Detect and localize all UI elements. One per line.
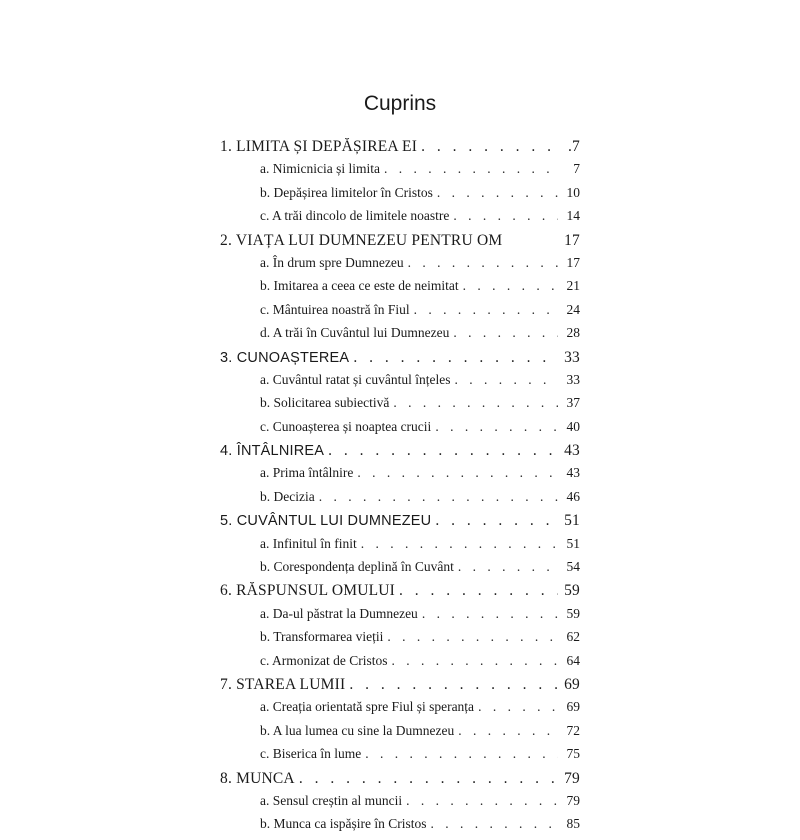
dot-leader xyxy=(422,606,558,622)
page-number: 10 xyxy=(558,185,580,201)
dot-leader xyxy=(406,793,558,809)
toc-section-row[interactable] xyxy=(220,746,580,769)
dot-leader xyxy=(454,372,558,388)
toc-chapter-row[interactable] xyxy=(220,349,580,372)
page-number: .7 xyxy=(558,138,580,156)
section-title: d. A trăi în Cuvântul lui Dumnezeu xyxy=(260,325,453,341)
toc-section-row[interactable] xyxy=(220,325,580,348)
toc-section-row[interactable] xyxy=(220,816,580,839)
section-title: b. Munca ca ispășire în Cristos xyxy=(260,816,430,832)
dot-leader xyxy=(458,559,558,575)
chapter-title: 6. RĂSPUNSUL OMULUI xyxy=(220,582,399,600)
toc-section-row[interactable] xyxy=(220,208,580,231)
page-number: 69 xyxy=(558,699,580,715)
dot-leader xyxy=(458,723,558,739)
page-number: 43 xyxy=(558,442,580,460)
dot-leader xyxy=(319,489,558,505)
dot-leader xyxy=(435,512,558,530)
toc-section-row[interactable] xyxy=(220,793,580,816)
dot-leader xyxy=(384,161,558,177)
toc-chapter-row[interactable] xyxy=(220,232,580,255)
section-title: c. Armonizat de Cristos xyxy=(260,653,391,669)
page-number: 33 xyxy=(558,349,580,367)
section-title: b. Depășirea limitelor în Cristos xyxy=(260,185,437,201)
chapter-title: 1. LIMITA ȘI DEPĂȘIREA EI xyxy=(220,138,421,156)
chapter-title: 4. ÎNTÂLNIREA xyxy=(220,443,328,459)
page-number: 37 xyxy=(558,395,580,411)
section-title: b. Corespondența deplină în Cuvânt xyxy=(260,559,458,575)
dot-leader xyxy=(399,582,558,600)
toc-section-row[interactable] xyxy=(220,653,580,676)
page-number: 24 xyxy=(558,302,580,318)
dot-leader xyxy=(361,536,558,552)
toc-section-row[interactable] xyxy=(220,161,580,184)
section-title: a. Sensul creștin al muncii xyxy=(260,793,406,809)
page-number: 75 xyxy=(558,746,580,762)
toc-section-row[interactable] xyxy=(220,372,580,395)
page-number: 59 xyxy=(558,606,580,622)
page-number: 51 xyxy=(558,512,580,530)
page-number: 85 xyxy=(558,816,580,832)
page-number: 79 xyxy=(558,770,580,788)
page-number: 7 xyxy=(558,161,580,177)
chapter-title: 8. MUNCA xyxy=(220,770,299,788)
section-title: c. A trăi dincolo de limitele noastre xyxy=(260,208,453,224)
section-title: a. În drum spre Dumnezeu xyxy=(260,255,408,271)
toc-section-row[interactable] xyxy=(220,255,580,278)
section-title: b. Solicitarea subiectivă xyxy=(260,395,393,411)
toc-section-row[interactable] xyxy=(220,559,580,582)
page-title: Cuprins xyxy=(363,92,437,115)
dot-leader xyxy=(478,699,558,715)
dot-leader xyxy=(414,302,558,318)
section-title: c. Mântuirea noastră în Fiul xyxy=(260,302,414,318)
section-title: c. Cunoașterea și noaptea crucii xyxy=(260,419,435,435)
section-title: b. Decizia xyxy=(260,489,319,505)
page-number: 28 xyxy=(558,325,580,341)
toc-section-row[interactable] xyxy=(220,465,580,488)
dot-leader xyxy=(353,349,558,367)
dot-leader xyxy=(393,395,558,411)
page-number: 72 xyxy=(558,723,580,739)
dot-leader xyxy=(328,442,558,460)
chapter-title: 3. CUNOAȘTEREA xyxy=(220,350,353,366)
dot-leader xyxy=(365,746,558,762)
dot-leader xyxy=(435,419,558,435)
chapter-title: 7. STAREA LUMII xyxy=(220,676,349,694)
section-title: a. Creația orientată spre Fiul și speranța xyxy=(260,699,478,715)
section-title: c. Biserica în lume xyxy=(260,746,365,762)
page-number: 59 xyxy=(558,582,580,600)
toc-section-row[interactable] xyxy=(220,629,580,652)
dot-leader xyxy=(453,325,558,341)
toc-chapter-row[interactable] xyxy=(220,770,580,793)
table-of-contents xyxy=(220,138,580,840)
toc-chapter-row[interactable] xyxy=(220,138,580,161)
section-title: a. Da-ul păstrat la Dumnezeu xyxy=(260,606,422,622)
dot-leader xyxy=(463,278,558,294)
page-number: 51 xyxy=(558,536,580,552)
dot-leader xyxy=(421,138,558,156)
dot-leader xyxy=(453,208,558,224)
section-title: a. Nimicnicia și limita xyxy=(260,161,384,177)
page-number: 46 xyxy=(558,489,580,505)
toc-section-row[interactable] xyxy=(220,185,580,208)
toc-chapter-row[interactable] xyxy=(220,512,580,535)
page-number: 21 xyxy=(558,278,580,294)
chapter-title: 2. VIAȚA LUI DUMNEZEU PENTRU OM xyxy=(220,232,506,250)
page-number: 64 xyxy=(558,653,580,669)
dot-leader xyxy=(408,255,558,271)
toc-chapter-row[interactable] xyxy=(220,676,580,699)
dot-leader xyxy=(387,629,558,645)
dot-leader xyxy=(430,816,558,832)
chapter-title: 5. CUVÂNTUL LUI DUMNEZEU xyxy=(220,513,435,529)
page-number: 33 xyxy=(558,372,580,388)
toc-chapter-row[interactable] xyxy=(220,442,580,465)
toc-section-row[interactable] xyxy=(220,489,580,512)
section-title: b. A lua lumea cu sine la Dumnezeu xyxy=(260,723,458,739)
section-title: a. Infinitul în finit xyxy=(260,536,361,552)
dot-leader xyxy=(437,185,558,201)
toc-section-row[interactable] xyxy=(220,536,580,559)
page-number: 54 xyxy=(558,559,580,575)
toc-section-row[interactable] xyxy=(220,419,580,442)
page-number: 17 xyxy=(558,255,580,271)
page-number: 17 xyxy=(558,232,580,250)
toc-section-row[interactable] xyxy=(220,699,580,722)
page-number: 69 xyxy=(558,676,580,694)
toc-section-row[interactable] xyxy=(220,395,580,418)
dot-leader xyxy=(299,770,558,788)
section-title: a. Cuvântul ratat și cuvântul înțeles xyxy=(260,372,454,388)
page-number: 62 xyxy=(558,629,580,645)
toc-section-row[interactable] xyxy=(220,723,580,746)
dot-leader xyxy=(349,676,558,694)
page-number: 40 xyxy=(558,419,580,435)
toc-section-row[interactable] xyxy=(220,302,580,325)
toc-section-row[interactable] xyxy=(220,606,580,629)
dot-leader xyxy=(391,653,558,669)
dot-leader xyxy=(357,465,558,481)
page-number: 43 xyxy=(558,465,580,481)
page-number: 14 xyxy=(558,208,580,224)
section-title: b. Transformarea vieții xyxy=(260,629,387,645)
toc-section-row[interactable] xyxy=(220,278,580,301)
section-title: b. Imitarea a ceea ce este de neimitat xyxy=(260,278,463,294)
toc-chapter-row[interactable] xyxy=(220,582,580,605)
page-number: 79 xyxy=(558,793,580,809)
section-title: a. Prima întâlnire xyxy=(260,465,357,481)
